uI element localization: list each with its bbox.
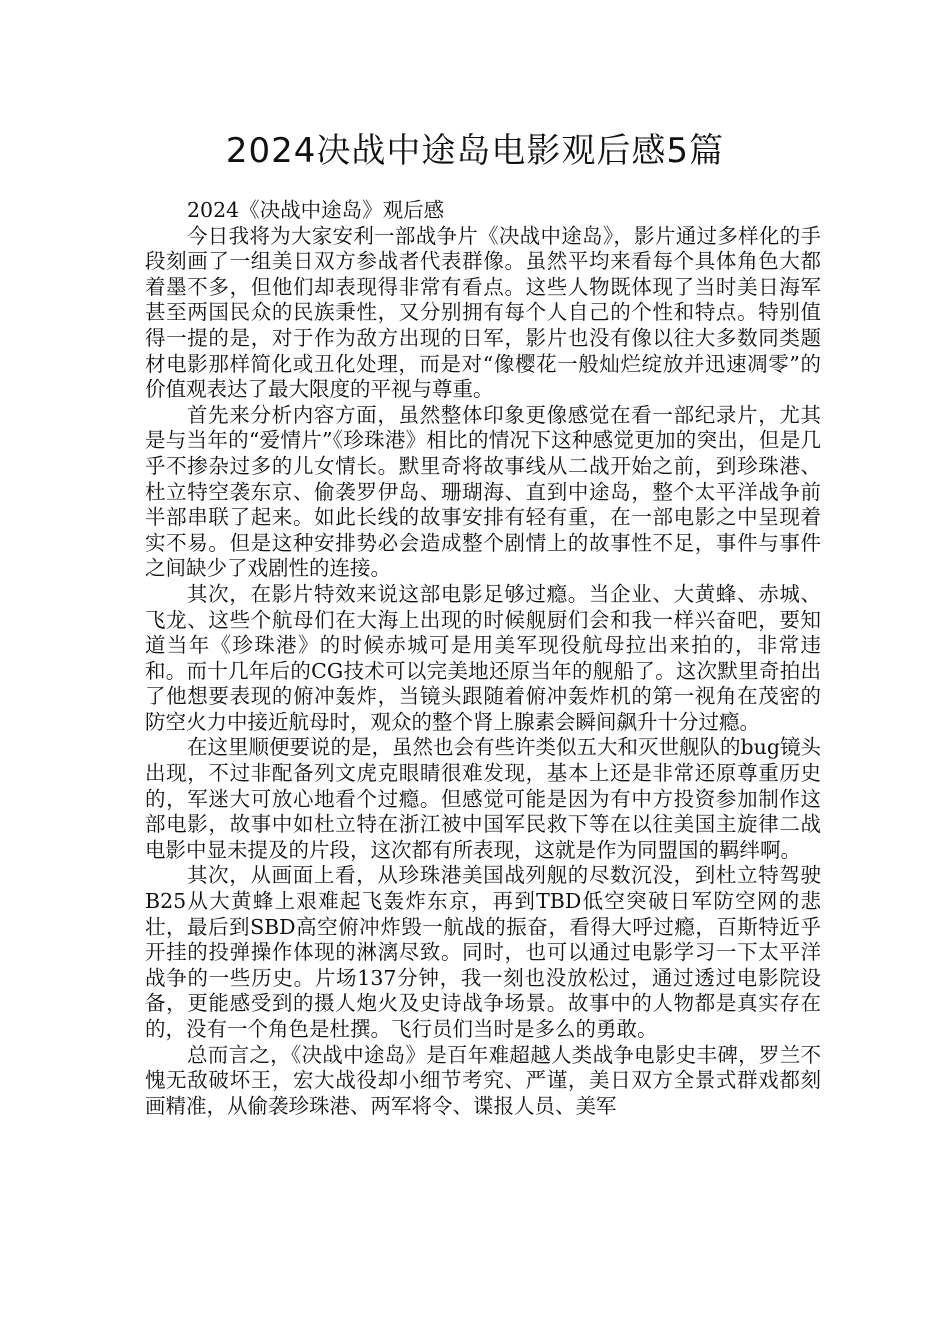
- document-title: 2024决战中途岛电影观后感5篇: [225, 131, 725, 171]
- paragraph-6: 总而言之，《决战中途岛》是百年难超越人类战争电影史丰碑，罗兰不愧无敌破坏王，宏大战役却小细节考究、严谨，美日双方全景式群戏都刻画精准，从偷袭珍珠港、两军将令、谍报人员、美军: [145, 1042, 821, 1118]
- paragraph-1: 今日我将为大家安利一部战争片《决战中途岛》，影片通过多样化的手段刻画了一组美日双方参战者代表群像。虽然平均来看每个具体角色大都着墨不多，但他们却表现得非常有看点。这些人物既体现了当时美日海军甚至两国民众的民族秉性，又分别拥有每个人自己的个性和特点。特别值得一提的是，对于作为敌方出现的日军，影片也没有像以往大多数同类题材电影那样简化或丑化处理，而是对“像樱花一般灿烂绽放并迅速凋零”的价值观表达了最大限度的平视与尊重。: [145, 223, 821, 402]
- paragraph-2: 首先来分析内容方面，虽然整体印象更像感觉在看一部纪录片，尤其是与当年的“爱情片”《珍珠港》相比的情况下这种感觉更加的突出，但是几乎不掺杂过多的儿女情长。默里奇将故事线从二战开始之前，到珍珠港、杜立特空袭东京、偷袭罗伊岛、珊瑚海、直到中途岛，整个太平洋战争前半部串联了起来。如此长线的故事安排有轻有重，在一部电影之中呈现着实不易。但是这种安排势必会造成整个剧情上的故事性不足，事件与事件之间缺少了戏剧性的连接。: [145, 402, 821, 581]
- document-body: [145, 198, 821, 1119]
- paragraph-5: 其次，从画面上看，从珍珠港美国战列舰的尽数沉没，到杜立特驾驶B25从大黄蜂上艰难起飞轰炸东京，再到TBD低空突破日军防空网的悲壮，最后到SBD高空俯冲炸毁一航战的振奋，看得大呼过瘾，百斯特近乎开挂的投弹操作体现的淋漓尽致。同时，也可以通过电影学习一下太平洋战争的一些历史。片场137分钟，我一刻也没放松过，通过透过电影院设备，更能感受到的摄人炮火及史诗战争场景。故事中的人物都是真实存在的，没有一个角色是杜撰。飞行员们当时是多么的勇敢。: [145, 863, 821, 1041]
- paragraph-3: 其次，在影片特效来说这部电影足够过瘾。当企业、大黄蜂、赤城、飞龙、这些个航母们在大海上出现的时候舰厨们会和我一样兴奋吧，要知道当年《珍珠港》的时候赤城可是用美军现役航母拉出来拍的，非常违和。而十几年后的CG技术可以完美地还原当年的舰船了。这次默里奇拍出了他想要表现的俯冲轰炸，当镜头跟随着俯冲轰炸机的第一视角在茂密的防空火力中接近航母时，观众的整个肾上腺素会瞬间飙升十分过瘾。: [145, 581, 821, 734]
- paragraph-4: 在这里顺便要说的是，虽然也会有些许类似五大和灭世舰队的bug镜头出现，不过非配备列文虎克眼睛很难发现，基本上还是非常还原尊重历史的，军迷大可放心地看个过瘾。但感觉可能是因为有中方投资参加制作这部电影，故事中如杜立特在浙江被中国军民救下等在以往美国主旋律二战电影中显未提及的片段，这次都有所表现，这就是作为同盟国的羁绊啊。: [145, 735, 821, 862]
- section-subheading: 2024《决战中途岛》观后感: [187, 198, 445, 222]
